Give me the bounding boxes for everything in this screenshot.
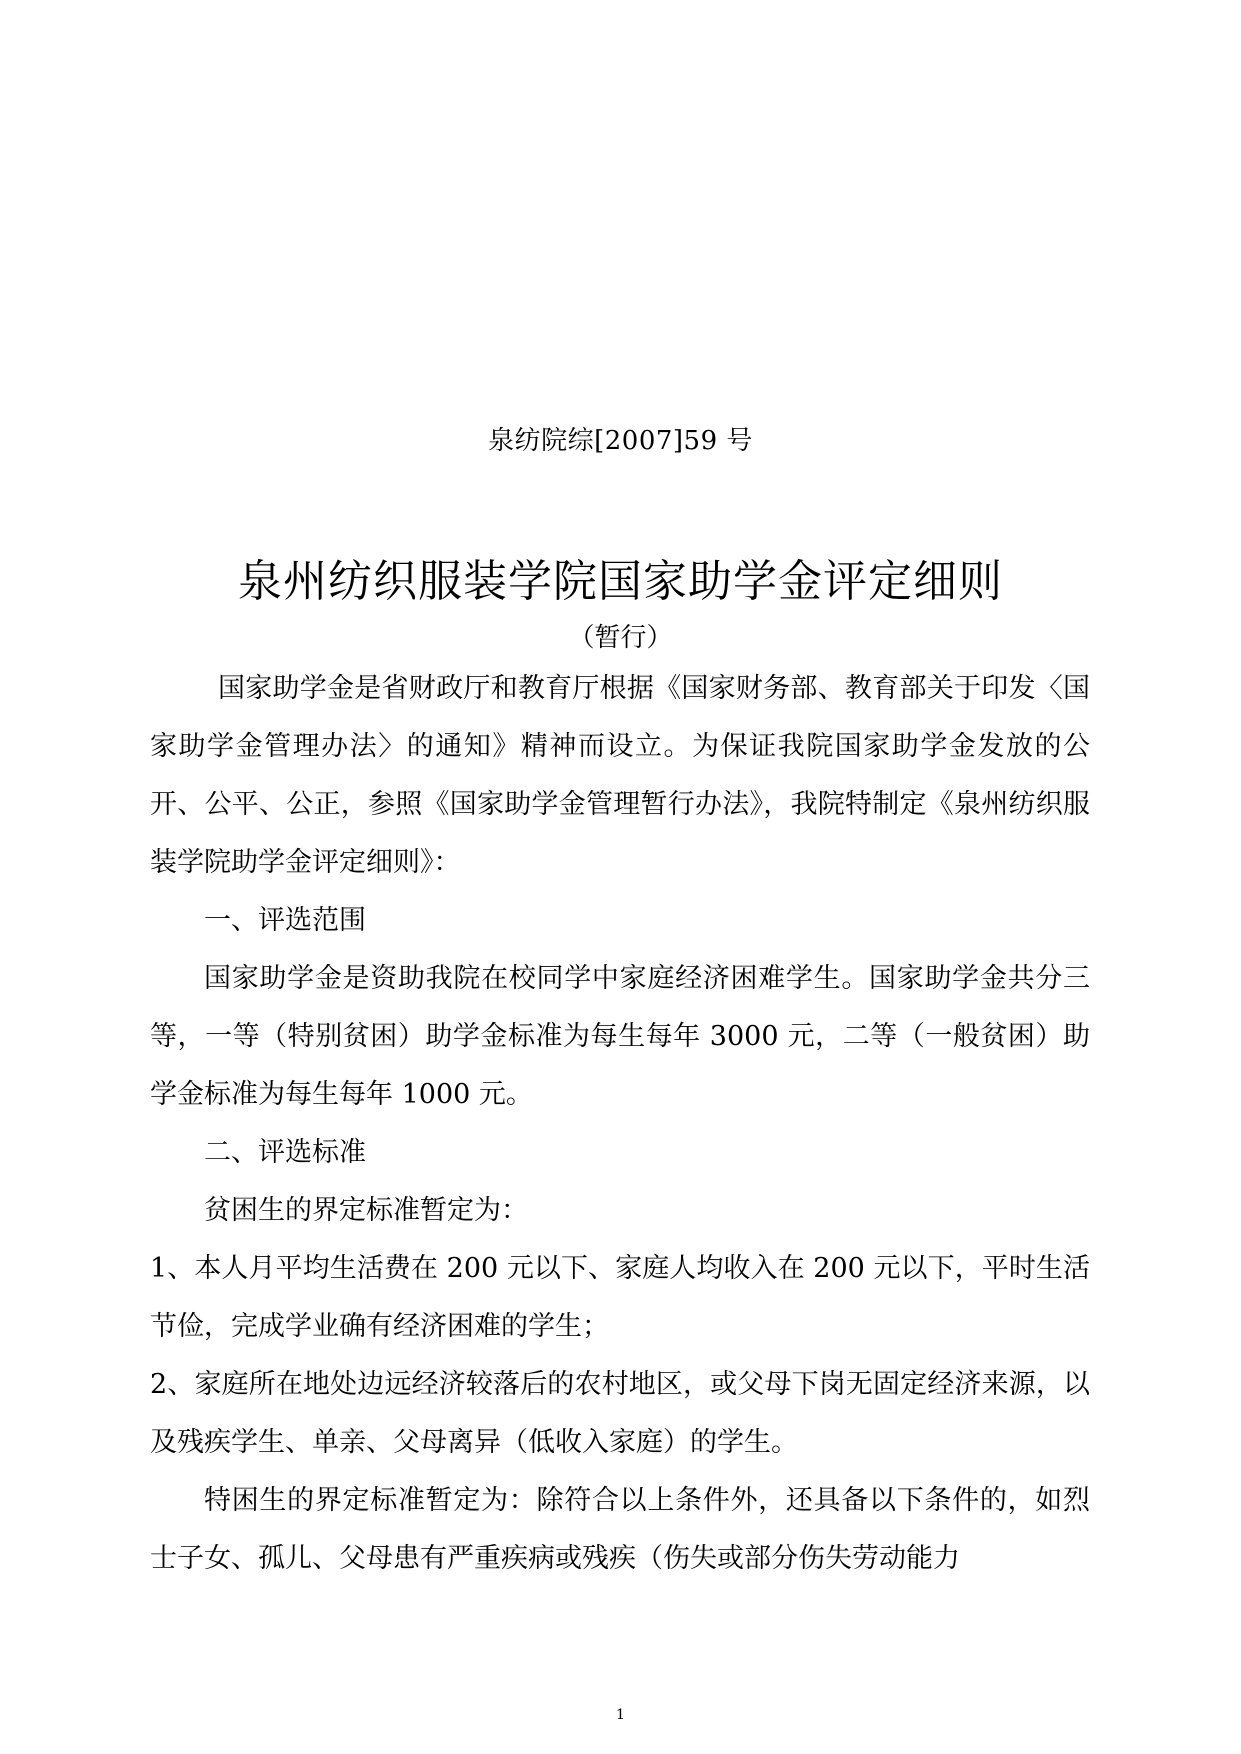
page-number: 1 [616, 1707, 625, 1723]
document-number: 泉纺院综[2007]59 号 [488, 426, 753, 456]
criteria-item-2: 2、家庭所在地处边远经济较落后的农村地区，或父母下岗无固定经济来源，以及残疾学生、单亲、父母离异（低收入家庭）的学生。 [150, 1369, 1090, 1458]
criteria-item-1: 1、本人月平均生活费在 200 元以下、家庭人均收入在 200 元以下，平时生活节俭，完成学业确有经济困难的学生； [150, 1253, 1090, 1342]
document-subtitle: （暂行） [568, 623, 673, 653]
document-body [150, 660, 1090, 1588]
intro-paragraph: 国家助学金是省财政厅和教育厅根据《国家财务部、教育部关于印发〈国家助学金管理办法〉的通知》精神而设立。为保证我院国家助学金发放的公开、公平、公正，参照《国家助学金管理暂行办法》，我院特制定《泉州纺织服装学院助学金评定细则》： [150, 673, 1090, 878]
document-title: 泉州纺织服装学院国家助学金评定细则 [238, 556, 1003, 607]
special-hardship-paragraph: 特困生的界定标准暂定为：除符合以上条件外，还具备以下条件的，如烈士子女、孤儿、父母患有严重疾病或残疾（伤失或部分伤失劳动能力 [150, 1485, 1090, 1574]
criteria-intro: 贫困生的界定标准暂定为： [204, 1195, 528, 1226]
section-heading-scope: 一、评选范围 [204, 905, 366, 936]
section-heading-criteria: 二、评选标准 [204, 1137, 366, 1168]
scope-paragraph: 国家助学金是资助我院在校同学中家庭经济困难学生。国家助学金共分三等，一等（特别贫困）助学金标准为每生每年 3000 元，二等（一般贫困）助学金标准为每生每年 1000 元。 [150, 963, 1090, 1110]
